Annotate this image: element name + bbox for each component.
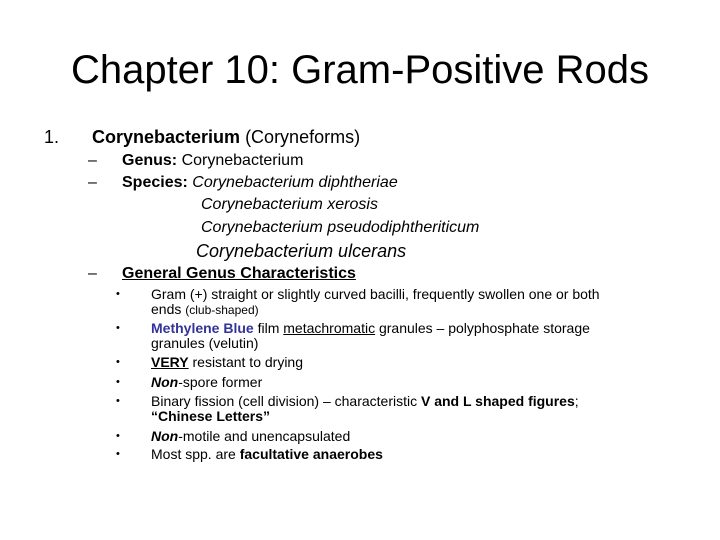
- spore-text: -spore former: [178, 374, 263, 390]
- item-number: 1.: [44, 127, 60, 147]
- non-text: Non: [151, 374, 179, 390]
- bullet-icon: •: [116, 288, 120, 300]
- characteristic-text: [151, 428, 350, 444]
- item-name: Corynebacterium: [92, 127, 241, 147]
- characteristic-text: [151, 301, 259, 318]
- species-item: Corynebacterium pseudodiphtheriticum: [201, 219, 480, 236]
- characteristic-text: [151, 446, 383, 462]
- characteristics-heading: General Genus Characteristics: [122, 265, 356, 282]
- characteristic-ends: ends: [151, 301, 182, 317]
- granules-text: granules – polyphosphate storage: [378, 320, 590, 336]
- characteristics-dash: –: [88, 265, 97, 282]
- methylene-blue-text: Methylene Blue: [151, 320, 254, 336]
- anaerobes-text: facultative anaerobes: [239, 446, 383, 462]
- most-spp-text: Most spp. are: [151, 446, 236, 462]
- species-item: Corynebacterium diphtheriae: [192, 174, 398, 191]
- metachromatic-text: metachromatic: [283, 320, 376, 336]
- characteristic-text: granules (velutin): [151, 335, 259, 351]
- characteristic-text: Gram (+) straight or slightly curved bacilli, frequently swollen one or both: [151, 286, 600, 302]
- non-text: Non: [151, 428, 179, 444]
- genus-label: Genus:: [122, 152, 178, 169]
- film-text: film: [257, 320, 280, 336]
- semicolon: ;: [574, 393, 579, 409]
- species-item: Corynebacterium ulcerans: [196, 241, 407, 261]
- species-line: [122, 173, 398, 193]
- bullet-icon: •: [116, 448, 120, 460]
- bullet-icon: •: [116, 356, 120, 368]
- chinese-letters-text: “Chinese Letters”: [151, 408, 271, 424]
- item-paren: (Coryneforms): [245, 127, 361, 147]
- characteristic-text: [151, 354, 303, 370]
- item-heading: [92, 126, 360, 148]
- bullet-icon: •: [116, 395, 120, 407]
- bullet-icon: •: [116, 322, 120, 334]
- vl-figures-text: V and L shaped figures: [420, 393, 575, 409]
- genus-line: [122, 151, 303, 171]
- fission-text: Binary fission (cell division) – characteristic: [151, 393, 418, 409]
- characteristic-text: [151, 393, 579, 409]
- species-item: Corynebacterium xerosis: [201, 196, 378, 213]
- characteristic-note: (club-shaped): [185, 303, 259, 317]
- genus-dash: –: [88, 152, 97, 169]
- motile-text: -motile and unencapsulated: [178, 428, 351, 444]
- characteristic-text: [151, 374, 262, 390]
- slide-title: Chapter 10: Gram-Positive Rods: [70, 48, 649, 92]
- species-dash: –: [88, 174, 97, 191]
- species-label: Species:: [122, 174, 188, 191]
- bullet-icon: •: [116, 376, 120, 388]
- bullet-icon: •: [116, 430, 120, 442]
- genus-value: Corynebacterium: [181, 152, 304, 169]
- characteristic-text: [151, 320, 590, 336]
- drying-text: resistant to drying: [192, 354, 303, 370]
- very-text: VERY: [151, 354, 189, 370]
